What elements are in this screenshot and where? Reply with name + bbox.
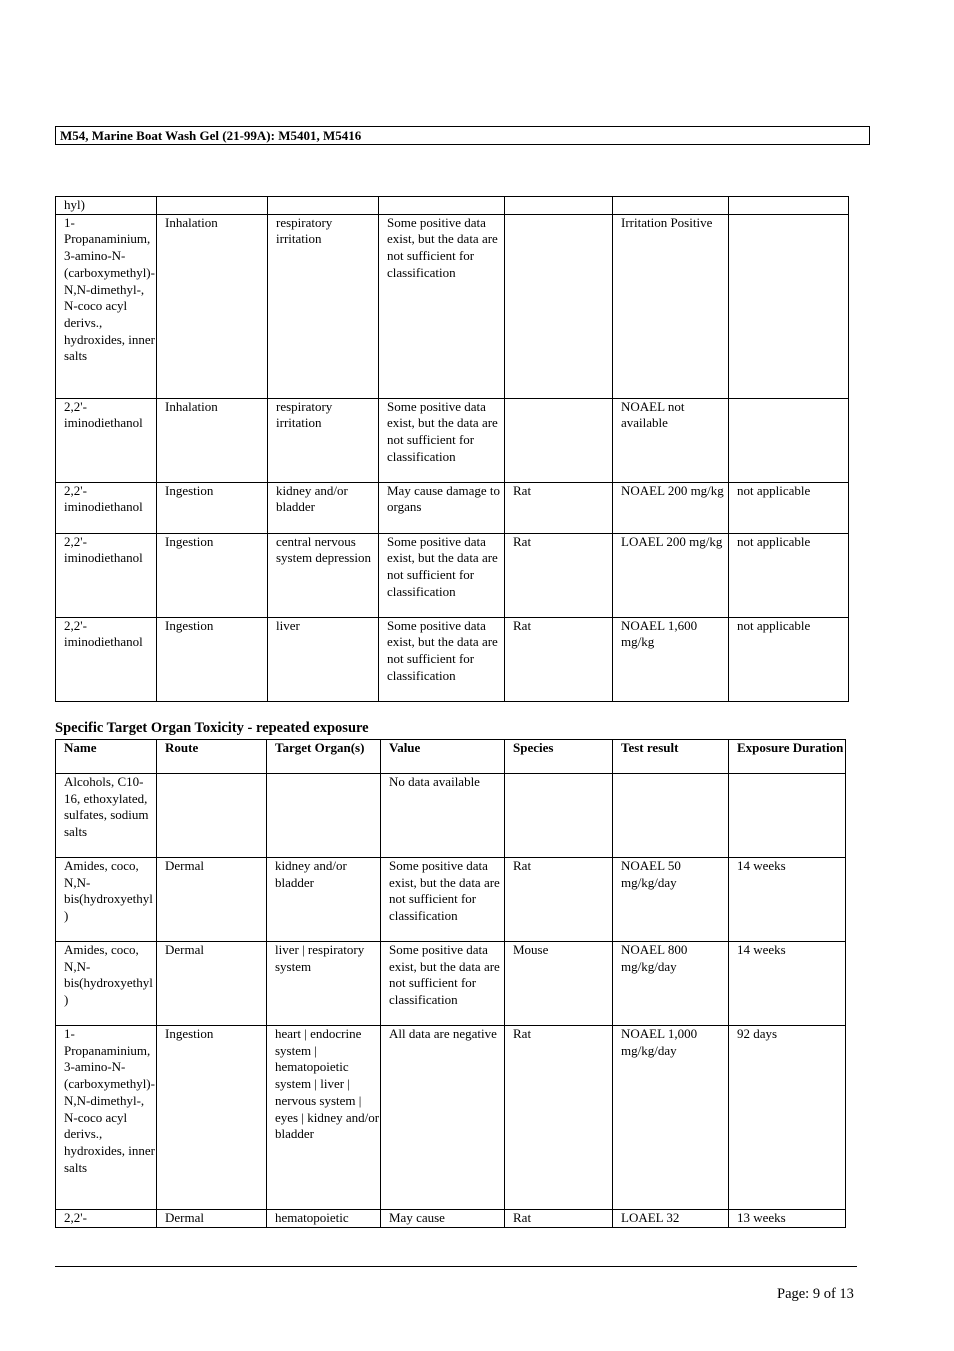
cell-name: 1-Propanaminium, 3-amino-N-(carboxymethyl)-N,N-dimethyl-, N-coco acyl derivs., hydroxides, inner salts — [56, 214, 157, 398]
cell-route: Ingestion — [157, 482, 268, 533]
cell-name: 2,2'- — [56, 1210, 157, 1228]
cell-name: 2,2'-iminodiethanol — [56, 617, 157, 701]
cell-species: Rat — [505, 1210, 613, 1228]
cell-route: Dermal — [157, 942, 267, 1026]
footer-rule — [55, 1266, 857, 1267]
cell-result: NOAEL 200 mg/kg — [613, 482, 729, 533]
table-row — [56, 774, 846, 858]
cell-duration: 92 days — [729, 1026, 846, 1210]
cell-result — [613, 197, 729, 215]
cell-result: NOAEL not available — [613, 398, 729, 482]
cell-species — [505, 197, 613, 215]
header-name: Name — [56, 740, 157, 774]
cell-value: Some positive data exist, but the data are not sufficient for classification — [379, 533, 505, 617]
repeated-exposure-table — [55, 739, 846, 1228]
cell-value: May cause damage to organs — [379, 482, 505, 533]
cell-name: Amides, coco, N,N-bis(hydroxyethyl) — [56, 942, 157, 1026]
cell-value: No data available — [381, 774, 505, 858]
cell-duration — [729, 197, 849, 215]
header-test-result: Test result — [613, 740, 729, 774]
document-header: M54, Marine Boat Wash Gel (21-99A): M5401, M5416 — [55, 126, 870, 145]
cell-duration: 14 weeks — [729, 858, 846, 942]
cell-value: Some positive data exist, but the data are not sufficient for classification — [381, 942, 505, 1026]
cell-name: 2,2'-iminodiethanol — [56, 533, 157, 617]
cell-route: Ingestion — [157, 1026, 267, 1210]
cell-organ: central nervous system depression — [268, 533, 379, 617]
header-value: Value — [381, 740, 505, 774]
cell-name: 2,2'-iminodiethanol — [56, 482, 157, 533]
table-row — [56, 214, 849, 398]
cell-organ: heart | endocrine system | hematopoietic system | liver | nervous system | eyes | kidney and/or bladder — [267, 1026, 381, 1210]
single-exposure-table — [55, 196, 849, 702]
cell-organ: liver | respiratory system — [267, 942, 381, 1026]
table-row — [56, 482, 849, 533]
cell-value: All data are negative — [381, 1026, 505, 1210]
header-species: Species — [505, 740, 613, 774]
cell-result: NOAEL 800 mg/kg/day — [613, 942, 729, 1026]
cell-duration: 14 weeks — [729, 942, 846, 1026]
cell-route: Ingestion — [157, 617, 268, 701]
cell-route — [157, 197, 268, 215]
cell-name: 1-Propanaminium, 3-amino-N-(carboxymethyl)-N,N-dimethyl-, N-coco acyl derivs., hydroxides, inner salts — [56, 1026, 157, 1210]
cell-name: Amides, coco, N,N-bis(hydroxyethyl) — [56, 858, 157, 942]
table-header-row — [56, 740, 846, 774]
page-number: Page: 9 of 13 — [777, 1286, 854, 1302]
table-row — [56, 942, 846, 1026]
cell-organ: liver — [268, 617, 379, 701]
cell-value: Some positive data exist, but the data are not sufficient for classification — [379, 398, 505, 482]
cell-name: 2,2'-iminodiethanol — [56, 398, 157, 482]
cell-organ: kidney and/or bladder — [268, 482, 379, 533]
cell-species: Rat — [505, 482, 613, 533]
cell-route: Dermal — [157, 858, 267, 942]
table-row — [56, 1210, 846, 1228]
cell-value: Some positive data exist, but the data are not sufficient for classification — [381, 858, 505, 942]
cell-species: Rat — [505, 858, 613, 942]
cell-route: Inhalation — [157, 214, 268, 398]
table-row — [56, 398, 849, 482]
cell-duration: not applicable — [729, 482, 849, 533]
cell-duration — [729, 398, 849, 482]
cell-species — [505, 214, 613, 398]
cell-value: May cause — [381, 1210, 505, 1228]
cell-organ: respiratory irritation — [268, 398, 379, 482]
cell-organ: kidney and/or bladder — [267, 858, 381, 942]
cell-organ: respiratory irritation — [268, 214, 379, 398]
cell-route: Ingestion — [157, 533, 268, 617]
header-route: Route — [157, 740, 267, 774]
header-exposure-duration: Exposure Duration — [729, 740, 846, 774]
cell-result — [613, 774, 729, 858]
cell-species: Rat — [505, 617, 613, 701]
table-row — [56, 858, 846, 942]
cell-name: hyl) — [56, 197, 157, 215]
cell-species: Rat — [505, 533, 613, 617]
table-row — [56, 1026, 846, 1210]
cell-organ: hematopoietic — [267, 1210, 381, 1228]
table-row — [56, 617, 849, 701]
table-row — [56, 197, 849, 215]
cell-name: Alcohols, C10-16, ethoxylated, sulfates, sodium salts — [56, 774, 157, 858]
cell-route: Dermal — [157, 1210, 267, 1228]
cell-value: Some positive data exist, but the data are not sufficient for classification — [379, 617, 505, 701]
cell-route — [157, 774, 267, 858]
table-row — [56, 533, 849, 617]
cell-organ — [268, 197, 379, 215]
cell-species: Mouse — [505, 942, 613, 1026]
cell-result: LOAEL 200 mg/kg — [613, 533, 729, 617]
cell-result: NOAEL 50 mg/kg/day — [613, 858, 729, 942]
cell-result: NOAEL 1,000 mg/kg/day — [613, 1026, 729, 1210]
cell-species: Rat — [505, 1026, 613, 1210]
cell-organ — [267, 774, 381, 858]
cell-result: Irritation Positive — [613, 214, 729, 398]
cell-duration — [729, 774, 846, 858]
cell-result: LOAEL 32 — [613, 1210, 729, 1228]
cell-species — [505, 398, 613, 482]
cell-duration: 13 weeks — [729, 1210, 846, 1228]
cell-value: Some positive data exist, but the data are not sufficient for classification — [379, 214, 505, 398]
cell-route: Inhalation — [157, 398, 268, 482]
cell-duration — [729, 214, 849, 398]
cell-duration: not applicable — [729, 617, 849, 701]
cell-value — [379, 197, 505, 215]
cell-species — [505, 774, 613, 858]
cell-result: NOAEL 1,600 mg/kg — [613, 617, 729, 701]
section-title-repeated-exposure: Specific Target Organ Toxicity - repeated exposure — [55, 720, 369, 736]
header-target-organs: Target Organ(s) — [267, 740, 381, 774]
cell-duration: not applicable — [729, 533, 849, 617]
